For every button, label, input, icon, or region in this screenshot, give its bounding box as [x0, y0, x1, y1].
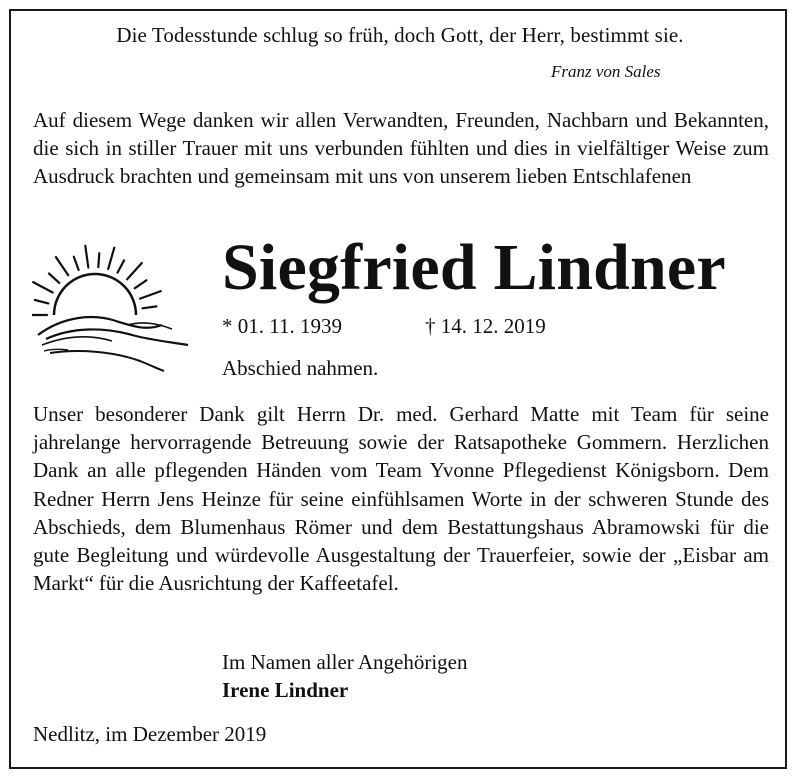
- motto-author: Franz von Sales: [551, 62, 661, 81]
- birth-date: * 01. 11. 1939: [222, 314, 342, 338]
- place-date: Nedlitz, im Dezember 2019: [33, 722, 267, 746]
- thanks-paragraph: Unser besonderer Dank gilt Herrn Dr. med. Gerhard Matte mit Team für seine jahrelange hervorragende Betreuung sowie der Ratsapotheke Gommern. Herzlichen Dank an alle pflegenden Händen vom Team Yvonne Pflegedienst Königsborn. Dem Redner Herrn Jens Heinze für seine einfühlsamen Worte in der schweren Stunde des Abschieds, dem Blumenhaus Römer und dem Bestattungshaus Abramowski für die gute Begleitung und würdevolle Ausgestaltung der Trauerfeier, sowie der „Eisbar am Markt“ für die Ausrichtung der Kaffeetafel.: [33, 402, 769, 596]
- farewell-text: Abschied nahmen.: [222, 356, 379, 380]
- sunset-over-hills-icon: [32, 243, 192, 375]
- death-date: † 14. 12. 2019: [425, 314, 546, 338]
- signer-name: Irene Lindner: [222, 678, 349, 702]
- deceased-name: Siegfried Lindner: [222, 231, 726, 304]
- closing-line: Im Namen aller Angehörigen: [222, 650, 468, 674]
- intro-paragraph: Auf diesem Wege danken wir allen Verwandten, Freunden, Nachbarn und Bekannten, die sich in stiller Trauer mit uns verbunden fühlten und dies in vielfältiger Weise zum Ausdruck brachten und gemeinsam mit uns von unserem lieben Entschlafenen: [33, 108, 769, 189]
- motto-quote: Die Todesstunde schlug so früh, doch Gott, der Herr, bestimmt sie.: [116, 23, 684, 47]
